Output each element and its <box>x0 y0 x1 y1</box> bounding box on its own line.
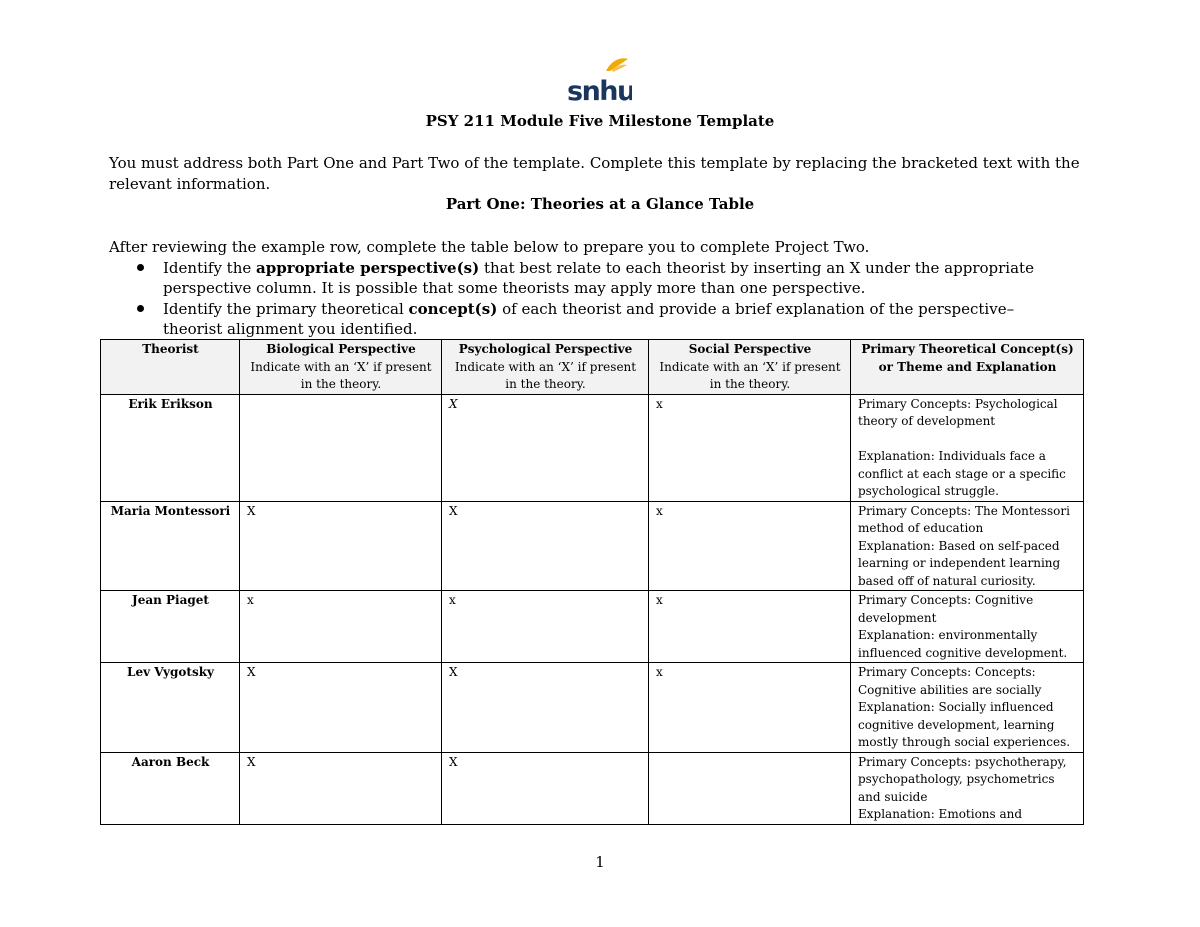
explanation-text: Explanation: Based on self-paced learning or independent learning based off of natural curiosity. <box>858 538 1061 588</box>
table-header-row <box>101 340 1084 395</box>
explanation-text: Explanation: Individuals face a conflict at each stage or a specific psychological struggle. <box>858 449 1066 498</box>
part-one-heading: Part One: Theories at a Glance Table <box>445 195 755 213</box>
instruction-text: that best relate to each theorist by inserting an X under the appropriate perspective column. It is possible that some theorists may apply more than one perspective. <box>163 259 1034 297</box>
biological-cell: x <box>240 591 442 663</box>
bullet-icon <box>137 305 144 312</box>
table-row <box>101 752 1084 824</box>
biological-cell: X <box>240 752 442 824</box>
biological-cell: X <box>240 663 442 753</box>
table-row <box>101 394 1084 501</box>
concept-cell <box>851 394 1084 501</box>
table-row <box>101 663 1084 753</box>
explanation-text: Explanation: environmentally influenced cognitive development. <box>858 628 1068 660</box>
psychological-cell: x <box>442 591 649 663</box>
document-title: PSY 211 Module Five Milestone Template <box>425 112 775 130</box>
psychological-cell: X <box>442 663 649 753</box>
concept-text: Primary Concepts: psychotherapy, psychopathology, psychometrics and suicide <box>858 754 1067 804</box>
psychological-cell: X <box>442 501 649 591</box>
theorist-name: Lev Vygotsky <box>101 663 240 753</box>
header-biological: Biological Perspective Indicate with an ‘X’ if present in the theory. <box>240 340 442 395</box>
concept-text: Primary Concepts: The Montessori method of education <box>858 503 1070 535</box>
concept-cell <box>851 591 1084 663</box>
explanation-text: Explanation: Socially influenced cognitive development, learning mostly through social experiences. <box>858 700 1071 749</box>
bullet-icon <box>137 264 144 271</box>
header-theorist: Theorist <box>101 340 240 395</box>
instruction-item <box>109 258 1069 298</box>
page-number: 1 <box>595 853 605 871</box>
instruction-list <box>109 258 1069 340</box>
concept-cell <box>851 501 1084 591</box>
concept-text: Primary Concepts: Psychological theory of development <box>858 396 1058 428</box>
concept-text: Primary Concepts: Concepts: Cognitive abilities are socially <box>858 665 1042 697</box>
instruction-text: Identify the <box>163 259 257 277</box>
instruction-text: Identify the primary theoretical <box>163 300 409 318</box>
social-cell <box>649 752 851 824</box>
concept-text: Primary Concepts: Cognitive development <box>858 593 1034 625</box>
theories-table <box>100 339 1084 825</box>
header-social: Social Perspective Indicate with an ‘X’ if present in the theory. <box>649 340 851 395</box>
svg-text:snhu: snhu <box>567 76 632 103</box>
social-cell: x <box>649 501 851 591</box>
instruction-emphasis: concept(s) <box>408 300 498 318</box>
instructions-paragraph: After reviewing the example row, complete the table below to prepare you to complete Project Two. <box>109 238 870 256</box>
header-concepts: Primary Theoretical Concept(s) or Theme and Explanation <box>851 340 1084 395</box>
snhu-logo <box>566 57 632 103</box>
intro-paragraph: You must address both Part One and Part Two of the template. Complete this template by replacing the bracketed text with the relevant information. <box>109 154 1080 193</box>
biological-cell <box>240 394 442 501</box>
instruction-text: of each theorist and provide a brief explanation of the perspective–theorist alignment you identified. <box>163 300 1015 338</box>
biological-cell: X <box>240 501 442 591</box>
table-row <box>101 501 1084 591</box>
instruction-item <box>109 299 1069 339</box>
psychological-cell: X <box>442 752 649 824</box>
theorist-name: Maria Montessori <box>101 501 240 591</box>
social-cell: x <box>649 394 851 501</box>
theorist-name: Aaron Beck <box>101 752 240 824</box>
header-psychological: Psychological Perspective Indicate with an ‘X’ if present in the theory. <box>442 340 649 395</box>
table-row <box>101 591 1084 663</box>
social-cell: x <box>649 591 851 663</box>
theorist-name: Erik Erikson <box>101 394 240 501</box>
theorist-name: Jean Piaget <box>101 591 240 663</box>
explanation-text: Explanation: Emotions and <box>858 807 1023 821</box>
instruction-emphasis: appropriate perspective(s) <box>256 259 480 277</box>
concept-cell <box>851 752 1084 824</box>
concept-cell <box>851 663 1084 753</box>
psychological-cell: X <box>442 394 649 501</box>
social-cell: x <box>649 663 851 753</box>
